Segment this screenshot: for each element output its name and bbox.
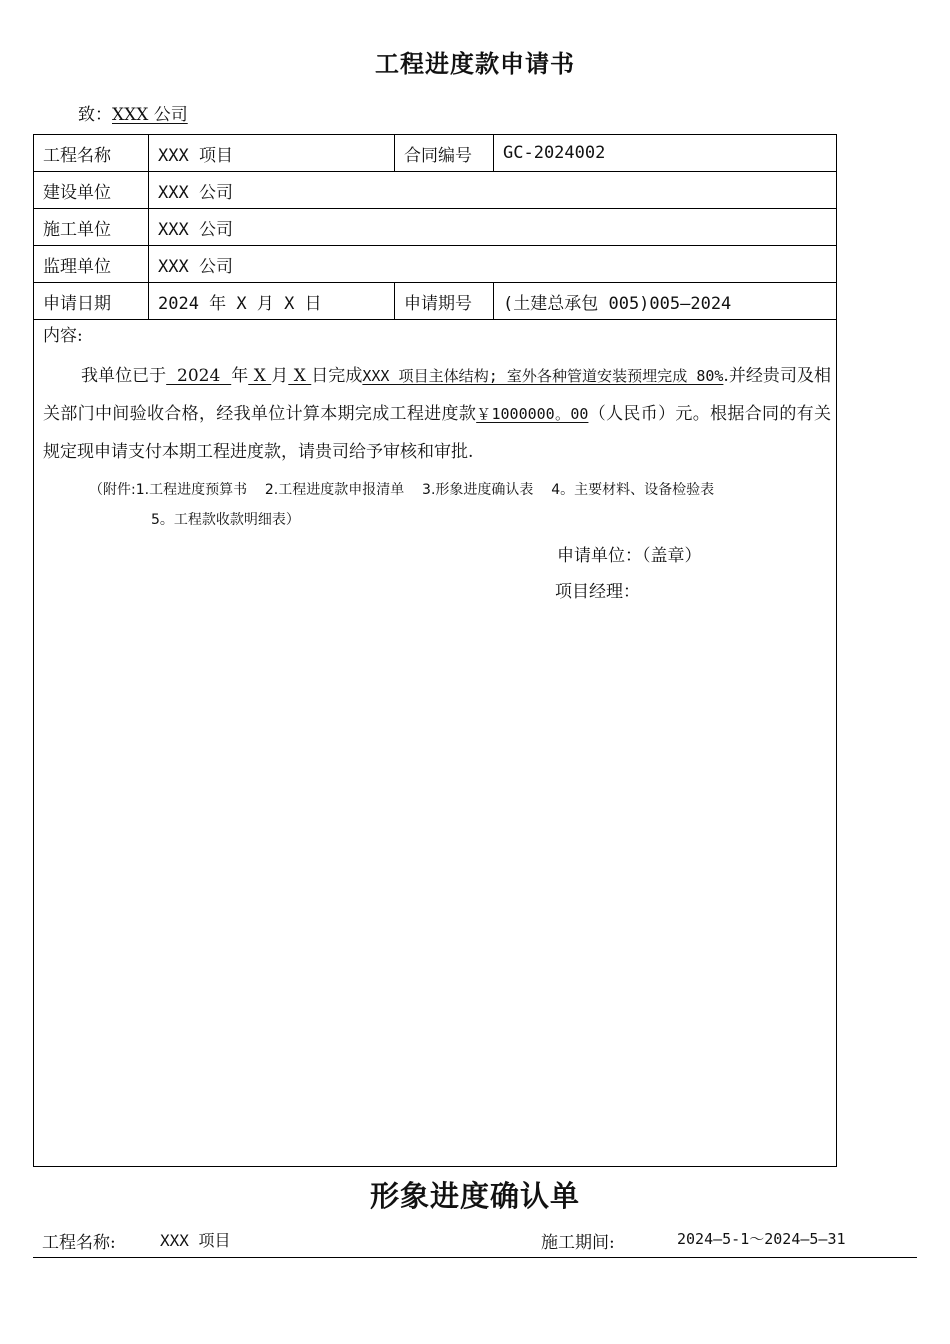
second-period-value: 2024—5-1～2024—5—31 — [677, 1230, 846, 1248]
apply-date-value: 2024 年 X 月 X 日 — [158, 293, 322, 314]
apply-date-label: 申请日期 — [43, 293, 111, 314]
supervisor-label: 监理单位 — [43, 256, 111, 277]
second-project-value: XXX 项目 — [160, 1231, 231, 1250]
progress-confirmation-title: 形象进度确认单 — [369, 1179, 580, 1213]
supervisor-value: XXX 公司 — [158, 256, 233, 277]
application-form — [33, 134, 837, 1167]
row-project-name — [34, 135, 836, 172]
document-title: 工程进度款申请书 — [375, 49, 575, 78]
content-amount: ￥1000000。00 — [476, 405, 589, 423]
content-text: 日完成 — [311, 366, 363, 386]
row-builder — [34, 172, 836, 209]
project-name-label: 工程名称 — [43, 145, 111, 166]
attachments-line-2: 5。工程款收款明细表） — [151, 512, 300, 528]
builder-label: 建设单位 — [43, 182, 111, 203]
sign-unit: 申请单位：（盖章） — [557, 546, 702, 566]
content-text: 年 — [231, 366, 249, 386]
row-contractor — [34, 209, 836, 246]
attachments — [89, 475, 829, 535]
addressee-prefix: 致： — [78, 105, 112, 125]
content-label: 内容: — [43, 326, 83, 346]
contract-no-value: GC-2024002 — [503, 143, 606, 163]
content-text: （人民币）元。根据合同的有关规定现申请支付本期工程进度款，请贵司给予审核和审批. — [43, 404, 832, 462]
attachments-line-1: （附件:1.工程进度预算书 2.工程进度款申报清单 3.形象进度确认表 4。主要材料、设备检验表 — [89, 482, 715, 498]
content-day: X — [288, 366, 312, 386]
period-no-label: 申请期号 — [404, 293, 472, 314]
second-project-label: 工程名称: — [42, 1233, 116, 1253]
content-month: X — [248, 366, 272, 386]
sign-manager: 项目经理： — [555, 582, 640, 602]
content-year: 2024 — [166, 366, 232, 386]
contract-no-label: 合同编号 — [404, 145, 472, 166]
addressee-company: XXX 公司 — [112, 105, 188, 125]
contractor-value: XXX 公司 — [158, 219, 233, 240]
content-paragraph — [43, 357, 831, 471]
row-supervisor — [34, 246, 836, 283]
addressee-line — [78, 100, 188, 125]
content-text: 我单位已于 — [81, 366, 167, 386]
row-apply-date — [34, 283, 836, 320]
content-text: 月 — [271, 366, 289, 386]
second-period-label: 施工期间: — [541, 1233, 615, 1253]
content-text: .并经贵司及相关部门中间验收合格，经我单位计算本期完成工程进度款 — [43, 366, 832, 424]
period-no-value: (土建总承包 005)005—2024 — [503, 293, 732, 314]
content-work: XXX 项目主体结构; 室外各种管道安装预埋完成 80% — [362, 367, 724, 385]
project-name-value: XXX 项目 — [158, 145, 233, 166]
footer-divider — [33, 1257, 917, 1258]
builder-value: XXX 公司 — [158, 182, 233, 203]
contractor-label: 施工单位 — [43, 219, 111, 240]
